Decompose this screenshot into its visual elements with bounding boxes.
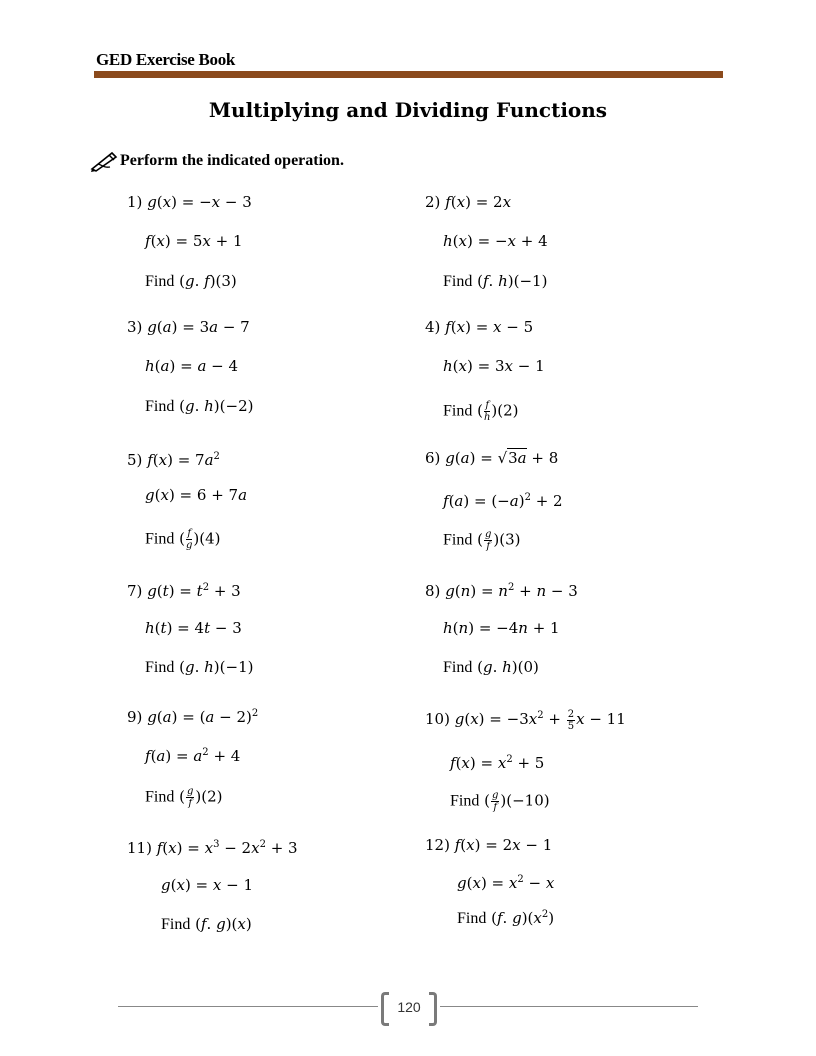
problem-8-find: Find (g. h)(0) (443, 658, 539, 676)
problem-4-line-1: 4) f(x) = x − 5 (425, 318, 534, 336)
problem-3-line-2: h(a) = a − 4 (145, 357, 239, 375)
problem-9-line-1: 9) $g(a) = (a - 2)^2$ (127, 708, 259, 726)
problem-10-find: Find ( $\frac{g}{f}$ )(−10) (450, 790, 550, 813)
problem-11-find: Find (f. g)(x) (161, 915, 252, 933)
problem-6-find: Find ( $\frac{g}{f}$ )(3) (443, 529, 521, 552)
problem-3-line-1: 3) g(a) = 3a − 7 (127, 318, 250, 336)
problem-5-find: Find ( $\frac{f}{g}$ )(4) (145, 528, 221, 551)
header-title: GED Exercise Book (96, 50, 236, 69)
problem-11-line-1: 11) $f(x) = x^3 - 2x^2 + 3$ (127, 839, 298, 857)
page-title: Multiplying and Dividing Functions (208, 98, 608, 122)
page-number: 120 (397, 999, 421, 1015)
problem-4-line-2: h(x) = 3x − 1 (443, 357, 545, 375)
problem-12-line-1: 12) f(x) = 2x − 1 (425, 836, 553, 854)
problem-9-find: Find ( $\frac{g}{f}$ )(2) (145, 786, 223, 809)
problem-1-line-2: f(x) = 5x + 1 (145, 232, 243, 250)
page-number-box (381, 992, 437, 1022)
problem-9-line-2: $f(a) = a^2 + 4$ (145, 747, 241, 765)
problem-7-line-1: 7) $g(t) = t^2 + 3$ (127, 582, 241, 600)
right-bracket (429, 992, 437, 1026)
problem-4-find: Find ( $\frac{f}{h}$ )(2) (443, 400, 519, 423)
problem-12-find: Find (f. $g)(x^2)$ (457, 909, 555, 927)
instruction (90, 150, 344, 172)
header-rule (94, 71, 723, 78)
problem-10-line-1: 10) $g(x) = -3x^2$ + $\frac{2}{5}$ x − 11 (425, 708, 626, 732)
problem-1-line-1: 1) g(x) = −x − 3 (127, 193, 252, 211)
problem-6-line-1: 6) g(a) = √3a + 8 (425, 449, 559, 467)
problem-6-line-2: $f(a) = (-a)^2 + 2$ (443, 492, 563, 510)
problem-8-line-2: h(n) = −4n + 1 (443, 619, 560, 637)
instruction-text: Perform the indicated operation. (120, 152, 344, 169)
problem-2-line-1: 2) f(x) = 2x (425, 193, 512, 211)
problem-12-line-2: $g(x) = x^2 - x$ (457, 874, 555, 892)
footer-rule-left (118, 1006, 378, 1007)
footer-rule-right (440, 1006, 698, 1007)
problem-5-line-1: 5) $f(x) = 7a^2$ (127, 451, 220, 469)
problem-2-find: Find (f. h)(−1) (443, 272, 548, 290)
problem-7-find: Find (g. h)(−1) (145, 658, 254, 676)
problem-2-line-2: h(x) = −x + 4 (443, 232, 548, 250)
problem-10-line-2: $f(x) = x^2 + 5$ (450, 754, 545, 772)
problem-5-line-2: g(x) = 6 + 7a (145, 486, 248, 504)
left-bracket (381, 992, 389, 1026)
pencil-writing-icon (90, 150, 118, 172)
problem-7-line-2: h(t) = 4t − 3 (145, 619, 242, 637)
problem-11-line-2: g(x) = x − 1 (161, 876, 254, 894)
problem-8-line-1: 8) $g(n) = n^2 + n - 3$ (425, 582, 578, 600)
problem-3-find: Find (g. h)(−2) (145, 397, 254, 415)
problem-1-find: Find (g. f)(3) (145, 272, 237, 290)
